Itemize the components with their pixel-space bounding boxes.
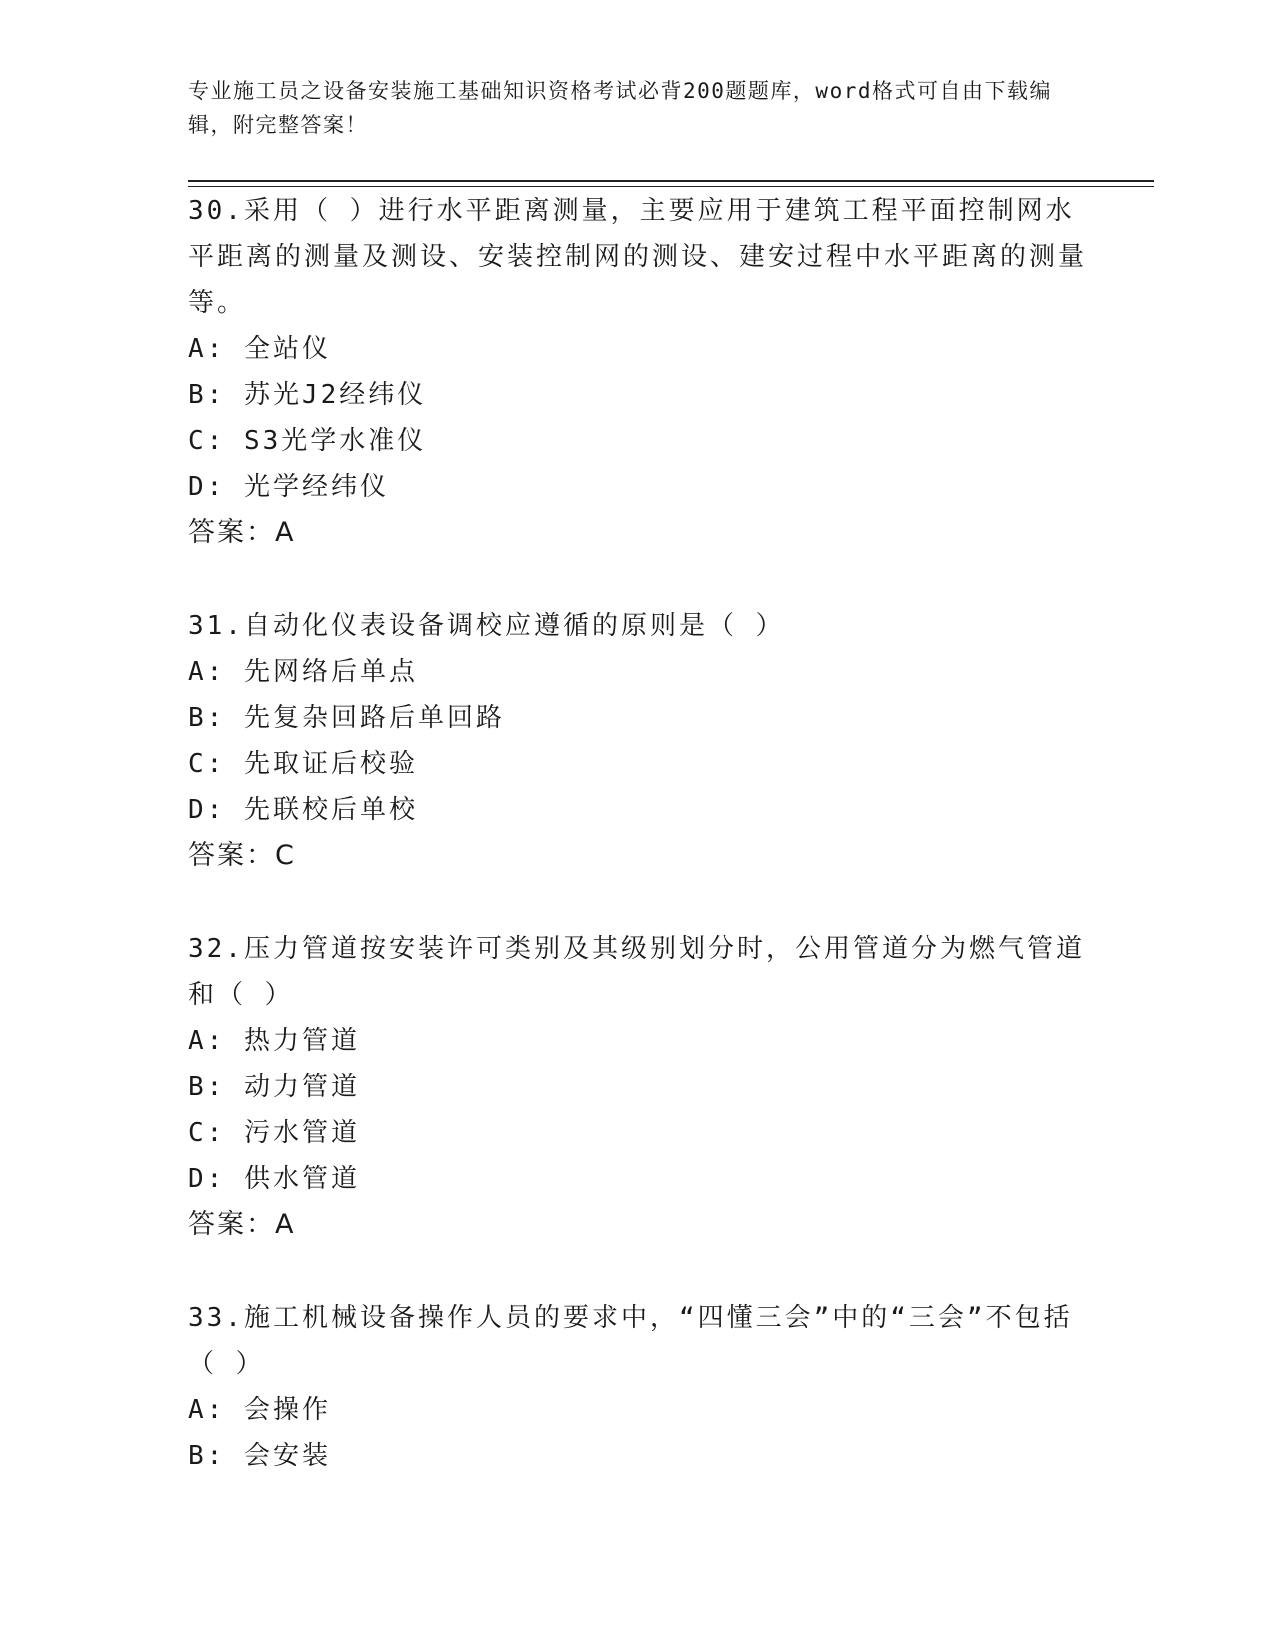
answer: 答案：C — [188, 840, 296, 871]
question-33 — [188, 1295, 1088, 1479]
option-d: D: 供水管道 — [188, 1164, 360, 1194]
question-30 — [188, 188, 1088, 556]
option-b: B: 动力管道 — [188, 1072, 360, 1102]
header-divider-thick — [188, 180, 1154, 182]
option-c: C: 污水管道 — [188, 1118, 360, 1148]
question-31 — [188, 603, 1088, 879]
document-header: 专业施工员之设备安装施工基础知识资格考试必背200题题库，word格式可自由下载编辑，附完整答案！ — [188, 79, 1052, 137]
question-text: 31.自动化仪表设备调校应遵循的原则是（ ） — [188, 611, 785, 641]
option-b: B: 苏光J2经纬仪 — [188, 380, 427, 410]
option-b: B: 会安装 — [188, 1441, 331, 1471]
option-a: A: 先网络后单点 — [188, 657, 418, 687]
question-list — [188, 188, 1088, 1479]
question-text: 32.压力管道按安装许可类别及其级别划分时，公用管道分为燃气管道和（ ） — [188, 934, 1085, 1010]
option-a: A: 会操作 — [188, 1395, 331, 1425]
option-a: A: 全站仪 — [188, 334, 331, 364]
option-c: C: 先取证后校验 — [188, 749, 418, 779]
answer: 答案：A — [188, 1209, 296, 1240]
option-b: B: 先复杂回路后单回路 — [188, 703, 505, 733]
question-text: 33.施工机械设备操作人员的要求中，“四懂三会”中的“三会”不包括（ ） — [188, 1303, 1073, 1379]
option-c: C: S3光学水准仪 — [188, 426, 427, 456]
option-d: D: 先联校后单校 — [188, 795, 418, 825]
option-a: A: 热力管道 — [188, 1026, 360, 1056]
option-d: D: 光学经纬仪 — [188, 472, 389, 502]
question-32 — [188, 926, 1088, 1248]
header-divider-thin — [188, 186, 1154, 187]
answer: 答案：A — [188, 517, 296, 548]
question-text: 30.采用（ ）进行水平距离测量，主要应用于建筑工程平面控制网水平距离的测量及测设、安装控制网的测设、建安过程中水平距离的测量等。 — [188, 196, 1088, 318]
